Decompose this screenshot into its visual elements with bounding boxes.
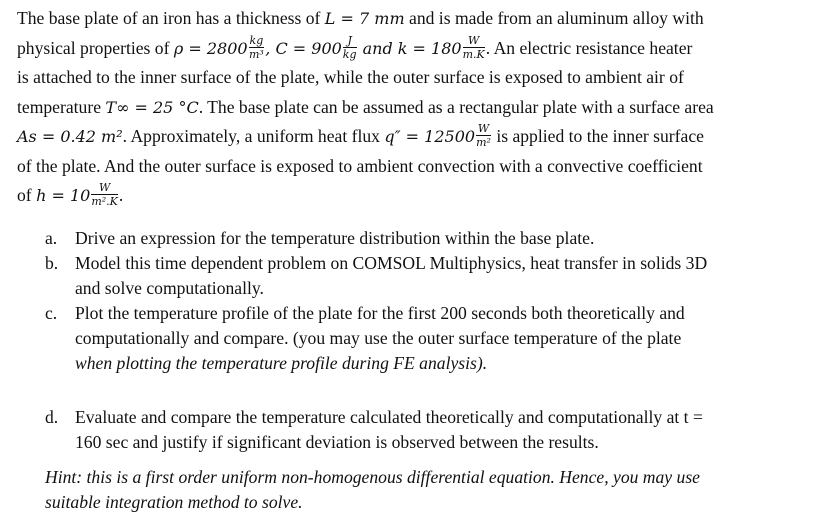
- intro-line: [17, 63, 817, 93]
- list-item-text: Evaluate and compare the temperature calculated theoretically and computationally at t =: [75, 407, 703, 427]
- unit-num: W: [91, 182, 118, 195]
- density-unit: [249, 35, 265, 60]
- unit-num: W: [477, 122, 490, 136]
- convection-unit: [91, 182, 118, 207]
- convection-coeff-math: h = 10: [36, 186, 91, 205]
- list-item: [45, 251, 805, 301]
- list-item-text: Model this time dependent problem on COMSOL Multiphysics, heat transfer in solids 3D: [75, 253, 708, 273]
- list-item-text: and solve computationally.: [75, 278, 264, 298]
- text: . The base plate can be assumed as a rectangular plate with a surface area: [198, 96, 714, 117]
- unit-den: m.K: [462, 47, 485, 61]
- list-item-text: Plot the temperature profile of the plate for the first 200 seconds both theoretically and: [75, 303, 685, 323]
- text: of the plate. And the outer surface is exposed to ambient convection with a convective coefficient: [17, 155, 703, 176]
- list-item: [45, 405, 805, 455]
- text: of: [17, 185, 37, 205]
- intro-paragraph: [17, 4, 817, 211]
- unit-den: m²: [476, 136, 491, 150]
- conductivity-math: and k = 180: [357, 38, 462, 58]
- density-math: ρ = 2800: [173, 38, 248, 58]
- list-item-text: when plotting the temperature profile during FE analysis).: [75, 353, 488, 373]
- heat-capacity-unit: [343, 35, 357, 60]
- heat-capacity-math: , C = 900: [265, 38, 342, 58]
- task-list: [45, 226, 805, 455]
- text: is applied to the inner surface: [491, 126, 704, 146]
- intro-line: [17, 4, 817, 34]
- intro-line: [17, 93, 817, 123]
- list-item-text: 160 sec and justify if significant deviation is observed between the results.: [75, 432, 599, 452]
- heat-flux-unit: [476, 123, 491, 148]
- list-marker: b.: [45, 253, 59, 273]
- list-item-text: computationally and compare. (you may use the outer surface temperature of the plate: [75, 328, 682, 348]
- intro-line: [17, 152, 817, 182]
- list-marker: d.: [45, 407, 59, 427]
- list-marker: a.: [45, 228, 58, 248]
- list-marker: c.: [45, 303, 58, 323]
- list-item-text: Drive an expression for the temperature distribution within the base plate.: [75, 228, 595, 248]
- hint-text: suitable integration method to solve.: [45, 492, 303, 512]
- text: . Approximately, a uniform heat flux: [122, 126, 385, 146]
- unit-den: m².K: [91, 195, 118, 209]
- intro-line: [17, 34, 817, 64]
- text: The base plate of an iron has a thickness of: [17, 8, 325, 28]
- unit-num: kg: [249, 33, 264, 47]
- hint-text: Hint: this is a first order uniform non-homogenous differential equation. Hence, you may use: [45, 467, 700, 487]
- unit-num: J: [343, 35, 357, 48]
- intro-line: [17, 181, 817, 211]
- conductivity-unit: [463, 35, 485, 60]
- text: physical properties of: [17, 37, 174, 58]
- text: temperature: [17, 96, 106, 117]
- text: . An electric resistance heater: [485, 37, 693, 58]
- heat-flux-math: q″ = 12500: [384, 127, 476, 146]
- hint-note: [45, 465, 815, 515]
- unit-num: W: [463, 35, 485, 48]
- ambient-temp-math: T∞ = 25 °C: [105, 97, 199, 117]
- list-item: [45, 301, 805, 376]
- list-item: [45, 226, 805, 251]
- text: and is made from an aluminum alloy with: [404, 8, 704, 28]
- thickness-math: L = 7 mm: [324, 9, 405, 28]
- area-math: As = 0.42 m²: [17, 127, 123, 146]
- unit-den: m³: [248, 47, 264, 61]
- text: is attached to the inner surface of the plate, while the outer surface is exposed to ambient air of: [17, 67, 684, 87]
- intro-line: [17, 122, 817, 152]
- unit-den: kg: [342, 47, 357, 61]
- text: .: [118, 185, 124, 205]
